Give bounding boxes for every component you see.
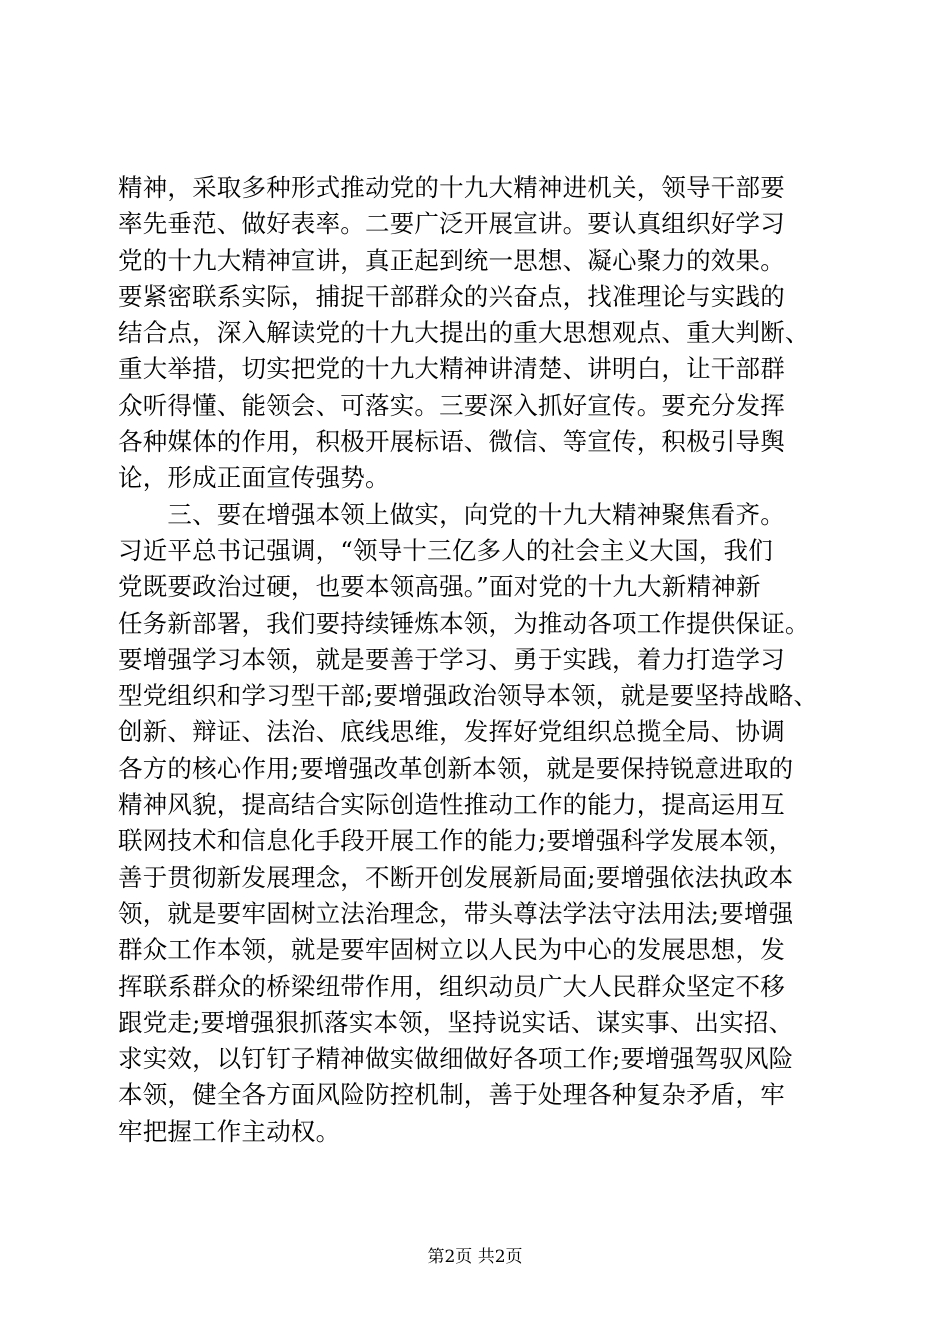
page-number: 第2页 共2页: [427, 1247, 523, 1267]
text-line: 精神风貌，提高结合实际创造性推动工作的能力，提高运用互: [118, 790, 785, 820]
text-line: 结合点，深入解读党的十九大提出的重大思想观点、重大判断、: [118, 318, 810, 348]
text-line: 跟党走;要增强狠抓落实本领，坚持说实话、谋实事、出实招、: [118, 1007, 794, 1037]
text-line: 要增强学习本领，就是要善于学习、勇于实践，着力打造学习: [118, 644, 785, 674]
text-line: 群众工作本领，就是要牢固树立以人民为中心的发展思想，发: [118, 935, 785, 965]
text-line: 党的十九大精神宣讲，真正起到统一思想、凝心聚力的效果。: [118, 245, 785, 275]
text-line: 求实效，以钉钉子精神做实做细做好各项工作;要增强驾驭风险: [118, 1044, 794, 1074]
text-line: 牢把握工作主动权。: [118, 1116, 341, 1146]
text-line: 创新、辩证、法治、底线思维，发挥好党组织总揽全局、协调: [118, 717, 785, 747]
text-line: 联网技术和信息化手段开展工作的能力;要增强科学发展本领，: [118, 826, 794, 856]
page-footer: [0, 1247, 950, 1267]
text-line: 重大举措，切实把党的十九大精神讲清楚、讲明白，让干部群: [118, 354, 785, 384]
text-line: 论，形成正面宣传强势。: [118, 463, 390, 493]
text-line: 领，就是要牢固树立法治理念，带头尊法学法守法用法;要增强: [118, 898, 794, 928]
text-line: 挥联系群众的桥梁纽带作用，组织动员广大人民群众坚定不移: [118, 971, 785, 1001]
text-line: 率先垂范、做好表率。二要广泛开展宣讲。要认真组织好学习: [118, 209, 785, 239]
text-line: 精神，采取多种形式推动党的十九大精神进机关，领导干部要: [118, 173, 785, 202]
text-line: 三、要在增强本领上做实，向党的十九大精神聚焦看齐。: [118, 499, 785, 529]
text-line: 各方的核心作用;要增强改革创新本领，就是要保持锐意进取的: [118, 753, 794, 783]
text-line: 本领，健全各方面风险防控机制，善于处理各种复杂矛盾，牢: [118, 1080, 785, 1110]
document-body: [118, 170, 830, 1150]
text-line: 众听得懂、能领会、可落实。三要深入抓好宣传。要充分发挥: [118, 390, 785, 420]
text-line: 善于贯彻新发展理念，不断开创发展新局面;要增强依法执政本: [118, 862, 794, 892]
text-line: 各种媒体的作用，积极开展标语、微信、等宣传，积极引导舆: [118, 427, 785, 457]
text-line: 任务新部署，我们要持续锤炼本领，为推动各项工作提供保证。: [118, 608, 810, 638]
text-line: 型党组织和学习型干部;要增强政治领导本领，就是要坚持战略、: [118, 681, 819, 711]
text-line: 党既要政治过硬，也要本领高强。”面对党的十九大新精神新: [118, 572, 761, 602]
text-line: 要紧密联系实际，捕捉干部群众的兴奋点，找准理论与实践的: [118, 281, 785, 311]
text-line: 习近平总书记强调，“领导十三亿多人的社会主义大国，我们: [118, 535, 773, 565]
